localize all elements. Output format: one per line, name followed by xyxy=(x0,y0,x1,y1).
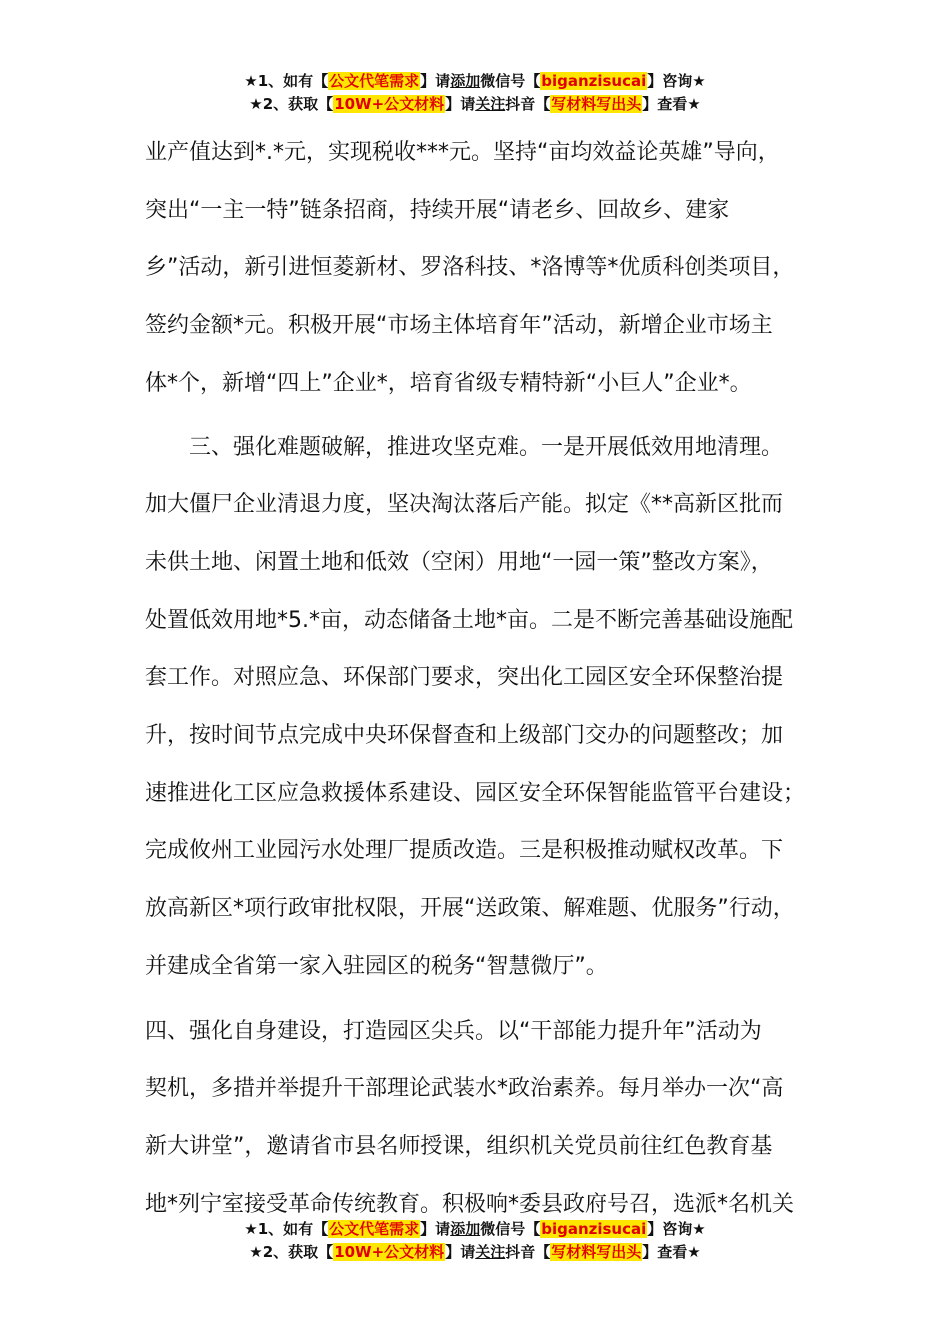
banner-text: 】请 xyxy=(420,1220,451,1238)
banner-highlight: 公文代笔需求 xyxy=(329,1220,420,1238)
body-line: 签约金额*元。积极开展“市场主体培育年”活动，新增企业市场主 xyxy=(145,313,773,339)
banner-underlined-text: 添加 xyxy=(450,72,481,90)
body-line: 加大僵尸企业清退力度，坚决淘汰落后产能。拟定《**高新区批而 xyxy=(145,492,784,518)
banner-highlight: 写材料写出头 xyxy=(551,1243,642,1261)
banner-text: 】咨询★ xyxy=(647,72,706,90)
body-line: 升，按时间节点完成中央环保督查和上级部门交办的问题整改；加 xyxy=(145,723,784,749)
banner-highlight: biganzisucai xyxy=(541,1220,647,1238)
banner-highlight: 10W+公文材料 xyxy=(334,95,445,113)
banner-line-2 xyxy=(0,93,950,116)
banner-underlined-text: 关注 xyxy=(475,95,506,113)
banner-text: 】查看★ xyxy=(642,95,701,113)
body-line: 完成攸州工业园污水处理厂提质改造。三是积极推动赋权改革。下 xyxy=(145,838,784,864)
banner-highlight: 写材料写出头 xyxy=(551,95,642,113)
body-line: 契机，多措并举提升干部理论武装水*政治素养。每月举办一次“高 xyxy=(145,1076,784,1102)
body-line: 放高新区*项行政审批权限，开展“送政策、解难题、优服务”行动， xyxy=(145,896,795,922)
banner-highlight: 10W+公文材料 xyxy=(334,1243,445,1261)
banner-text: 】请 xyxy=(420,72,451,90)
banner-text: ★2、获取【 xyxy=(249,1243,334,1261)
banner-text: 】请 xyxy=(445,1243,476,1261)
body-line: 并建成全省第一家入驻园区的税务“智慧微厅”。 xyxy=(145,953,608,979)
banner-text: ★1、如有【 xyxy=(244,1220,329,1238)
banner-text: 】查看★ xyxy=(642,1243,701,1261)
banner-text: 】咨询★ xyxy=(647,1220,706,1238)
body-line: 四、强化自身建设，打造园区尖兵。以“干部能力提升年”活动为 xyxy=(145,1018,762,1044)
body-line: 新大讲堂”，邀请省市县名师授课，组织机关党员前往红色教育基 xyxy=(145,1133,773,1159)
banner-line-2 xyxy=(0,1241,950,1264)
banner-text: 微信号【 xyxy=(480,72,541,90)
banner-underlined-text: 添加 xyxy=(450,1220,481,1238)
body-line: 三、强化难题破解，推进攻坚克难。一是开展低效用地清理。 xyxy=(145,434,784,460)
body-line: 处置低效用地*5.*亩，动态储备土地*亩。二是不断完善基础设施配 xyxy=(145,607,793,633)
body-line: 速推进化工区应急救援体系建设、园区安全环保智能监管平台建设； xyxy=(145,780,806,806)
banner-line-1 xyxy=(0,70,950,93)
body-line: 未供土地、闲置土地和低效（空闲）用地“一园一策”整改方案》， xyxy=(145,549,773,575)
body-line: 业产值达到*.*元，实现税收***元。坚持“亩均效益论英雄”导向， xyxy=(145,140,780,165)
banner-highlight: 公文代笔需求 xyxy=(329,72,420,90)
document-body xyxy=(145,124,835,1233)
body-line: 套工作。对照应急、环保部门要求，突出化工园区安全环保整治提 xyxy=(145,665,784,691)
banner-text: ★2、获取【 xyxy=(249,95,334,113)
header-banner xyxy=(0,70,950,116)
banner-text: 】请 xyxy=(445,95,476,113)
banner-text: 抖音【 xyxy=(505,1243,551,1261)
body-line: 地*列宁室接受革命传统教育。积极响*委县政府号召，选派*名机关 xyxy=(145,1191,795,1217)
banner-text: 微信号【 xyxy=(480,1220,541,1238)
body-line: 突出“一主一特”链条招商，持续开展“请老乡、回故乡、建家 xyxy=(145,197,730,223)
footer-banner xyxy=(0,1218,950,1264)
banner-line-1 xyxy=(0,1218,950,1241)
banner-text: 抖音【 xyxy=(505,95,551,113)
body-line: 乡”活动，新引进恒菱新材、罗洛科技、*洛博等*优质科创类项目， xyxy=(145,255,795,281)
body-line: 体*个，新增“四上”企业*，培育省级专精特新“小巨人”企业*。 xyxy=(145,370,752,396)
banner-underlined-text: 关注 xyxy=(475,1243,506,1261)
banner-highlight: biganzisucai xyxy=(541,72,647,90)
paragraph-gap xyxy=(145,996,835,1003)
banner-text: ★1、如有【 xyxy=(244,72,329,90)
